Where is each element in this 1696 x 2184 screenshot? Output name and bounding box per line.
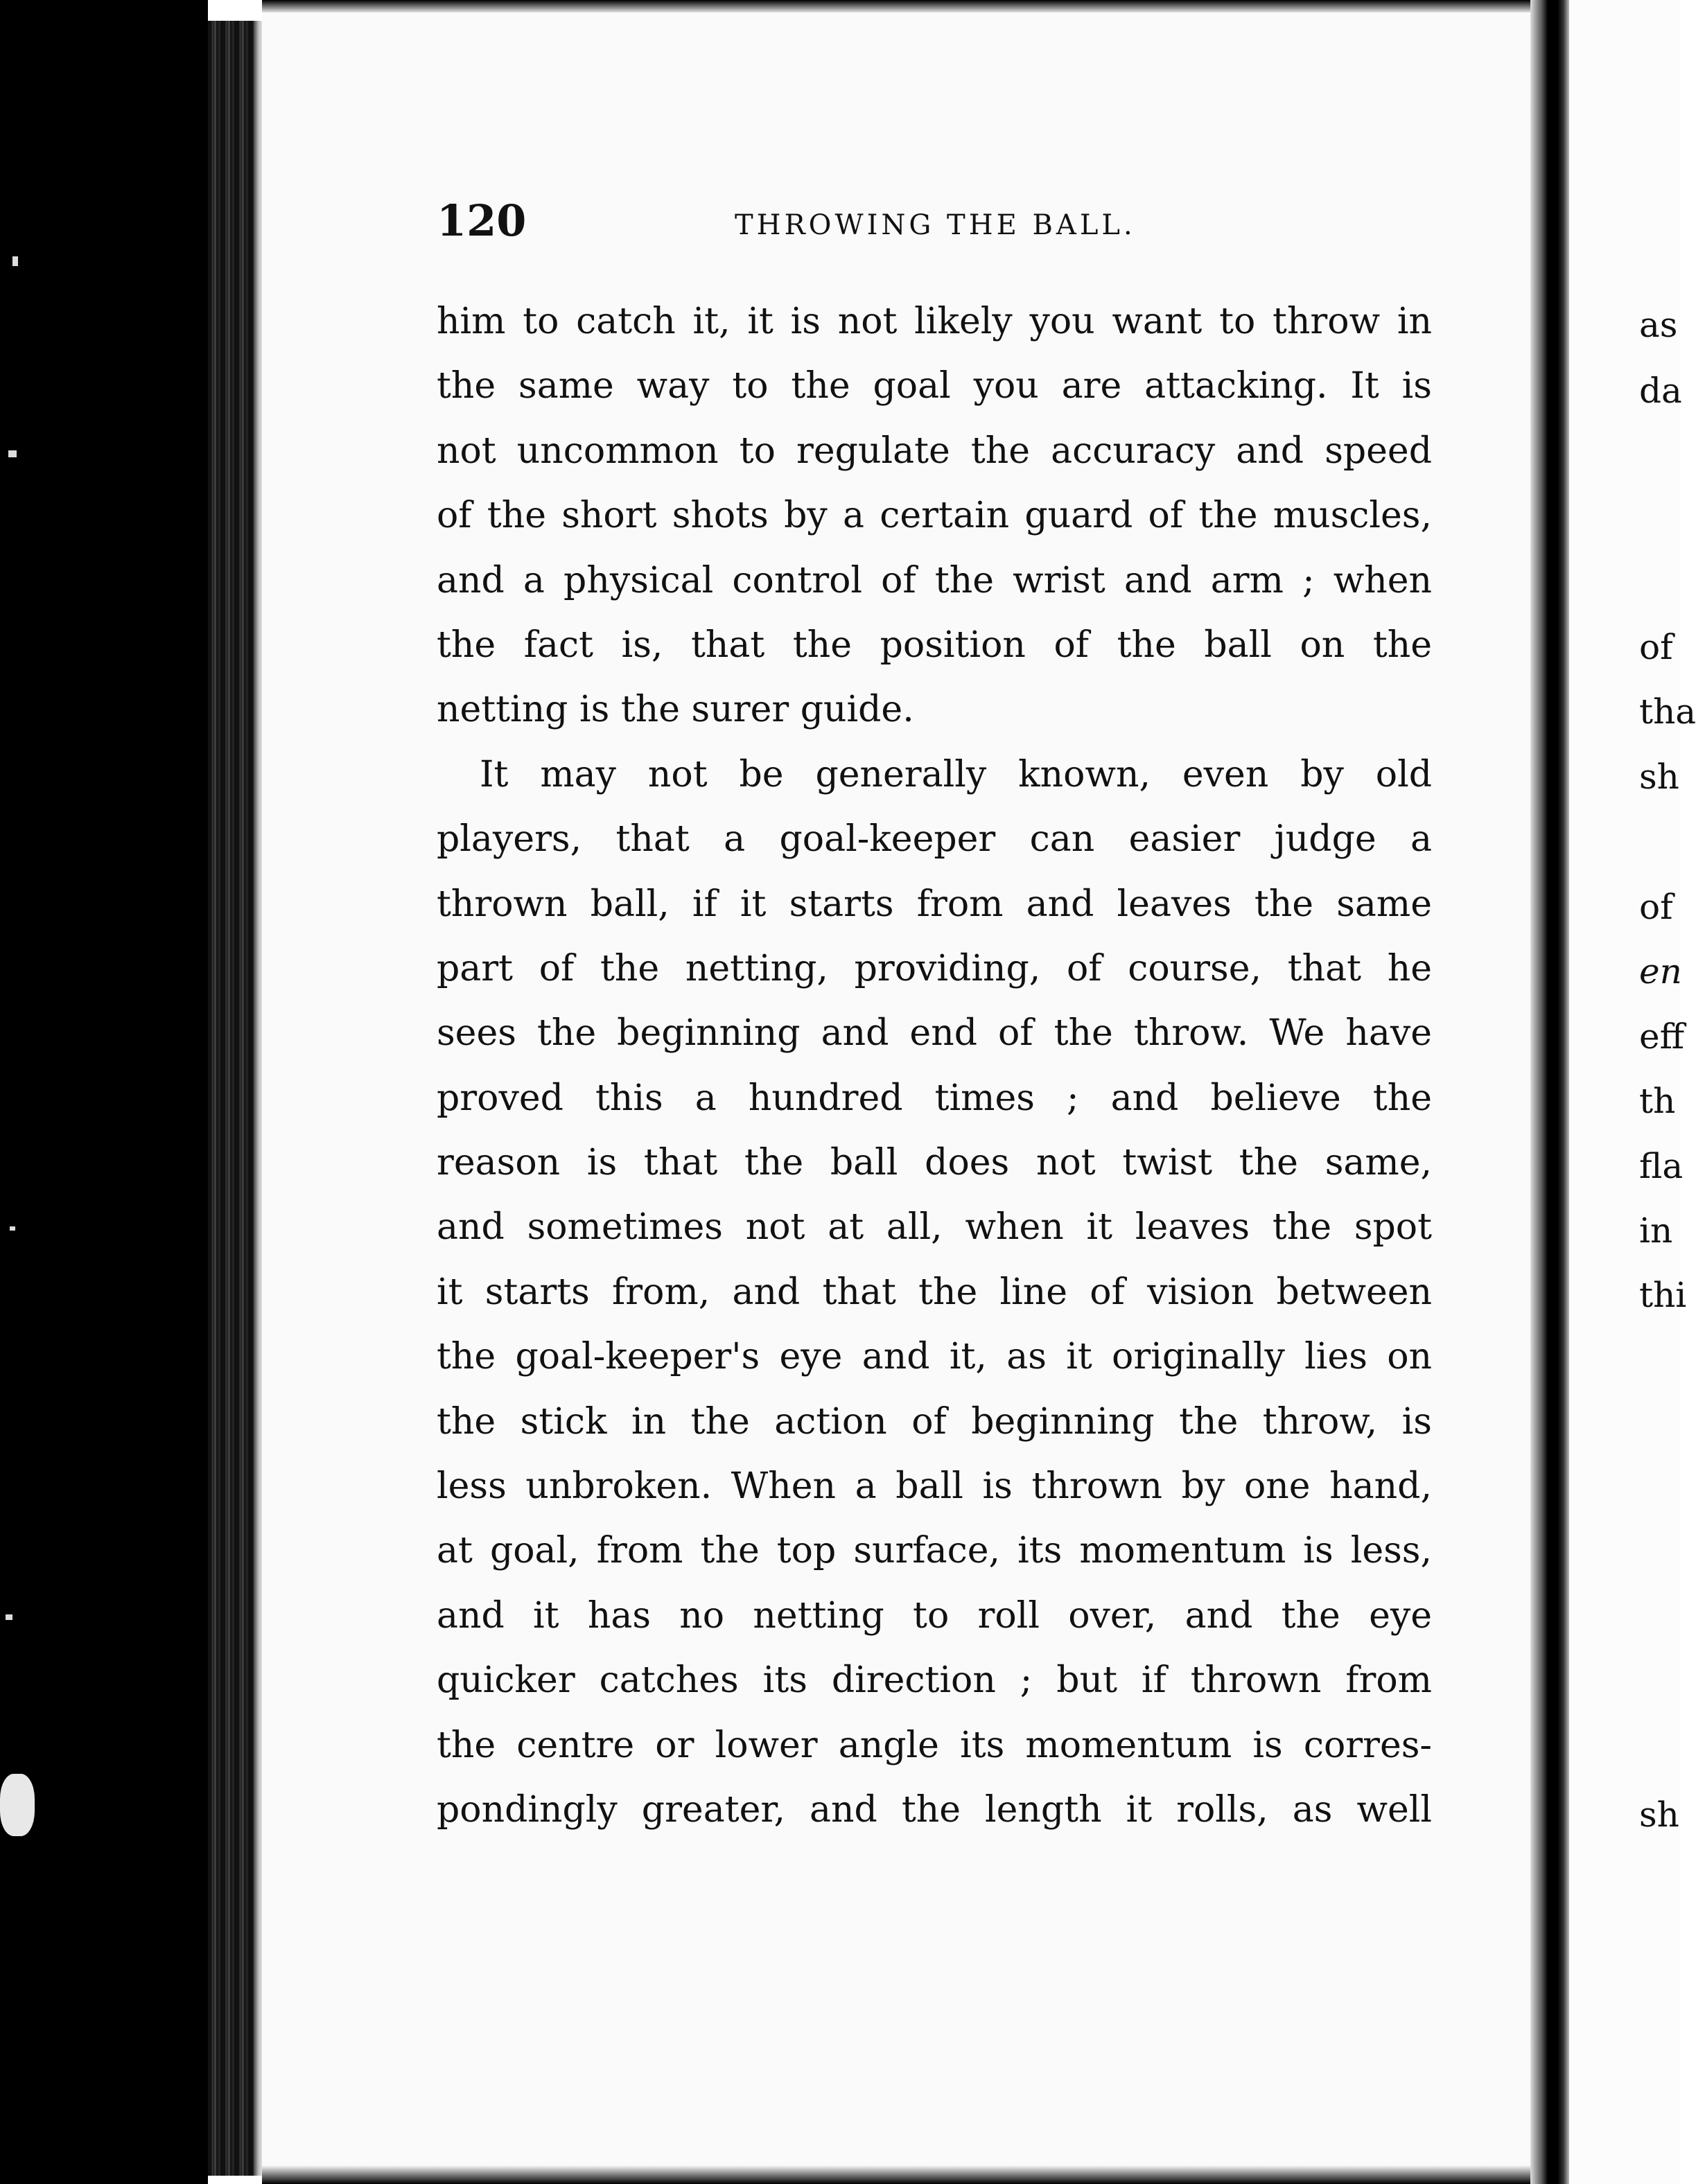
running-head: THROWING THE BALL.: [735, 209, 1136, 241]
text-line: and it has no netting to roll over, and the eye: [437, 1594, 1432, 1637]
facing-page-fragment: da: [1639, 371, 1682, 411]
text-line: not uncommon to regulate the accuracy and speed: [437, 430, 1432, 472]
scan-left-margin: [0, 0, 208, 2184]
text-line: at goal, from the top surface, its momentum is less,: [437, 1530, 1432, 1572]
text-line: and a physical control of the wrist and arm ; when: [437, 559, 1432, 601]
text-line: reason is that the ball does not twist the same,: [437, 1142, 1432, 1184]
facing-page-fragment: fla: [1639, 1146, 1684, 1186]
facing-page-fragment: sh: [1639, 757, 1679, 797]
text-line: quicker catches its direction ; but if thrown from: [437, 1659, 1432, 1702]
text-line: netting is the surer guide.: [437, 689, 914, 731]
facing-page-fragment: thi: [1639, 1275, 1687, 1315]
page-number: 120: [437, 195, 527, 246]
text-line: him to catch it, it is not likely you want to throw in: [437, 301, 1432, 342]
text-line: pondingly greater, and the length it rolls, as well: [437, 1788, 1432, 1831]
text-line: thrown ball, if it starts from and leaves the same: [437, 883, 1432, 925]
facing-page-fragment: eff: [1639, 1016, 1685, 1057]
scan-speck: [12, 256, 18, 266]
facing-page-fragment: of: [1639, 887, 1673, 927]
text-line: sees the beginning and end of the throw. We have: [437, 1012, 1432, 1055]
book-gutter: [1530, 0, 1569, 2184]
facing-page-fragment: tha: [1639, 692, 1696, 732]
text-line: the centre or lower angle its momentum is corres-: [437, 1724, 1432, 1766]
text-line: less unbroken. When a ball is thrown by one hand,: [437, 1465, 1432, 1508]
text-line: and sometimes not at all, when it leaves the spot: [437, 1206, 1432, 1249]
scan-speck: [6, 1614, 12, 1620]
text-line: it starts from, and that the line of vision between: [437, 1271, 1432, 1313]
facing-page-fragment: of: [1639, 627, 1673, 667]
text-line: the stick in the action of beginning the throw, is: [437, 1400, 1432, 1443]
text-line: the fact is, that the position of the ball on the: [437, 624, 1432, 666]
body-text: [437, 290, 1432, 1842]
scan-speck: [8, 450, 17, 457]
text-line: part of the netting, providing, of course, that he: [437, 947, 1432, 989]
paragraph-first-line: It may not be generally known, even by old: [480, 753, 1432, 795]
text-line: the goal-keeper's eye and it, as it originally lies on: [437, 1336, 1432, 1378]
facing-page-fragment: in: [1639, 1210, 1673, 1251]
facing-page-fragment: sh: [1639, 1795, 1679, 1835]
facing-page-fragment: en: [1639, 951, 1682, 992]
text-line: players, that a goal-keeper can easier judge a: [437, 818, 1432, 861]
scan-speck: [10, 1226, 15, 1231]
scan-blot: [0, 1774, 35, 1836]
facing-page-fragment: as: [1639, 305, 1678, 345]
text-line: of the short shots by a certain guard of the muscles,: [437, 495, 1432, 537]
page-top-shadow: [262, 0, 1530, 14]
text-line: proved this a hundred times ; and believe the: [437, 1077, 1432, 1119]
page-header: [437, 195, 1435, 258]
text-line: the same way to the goal you are attacking. It is: [437, 365, 1432, 407]
page-bottom-shadow: [262, 2165, 1530, 2184]
facing-page-fragment: th: [1639, 1081, 1676, 1121]
